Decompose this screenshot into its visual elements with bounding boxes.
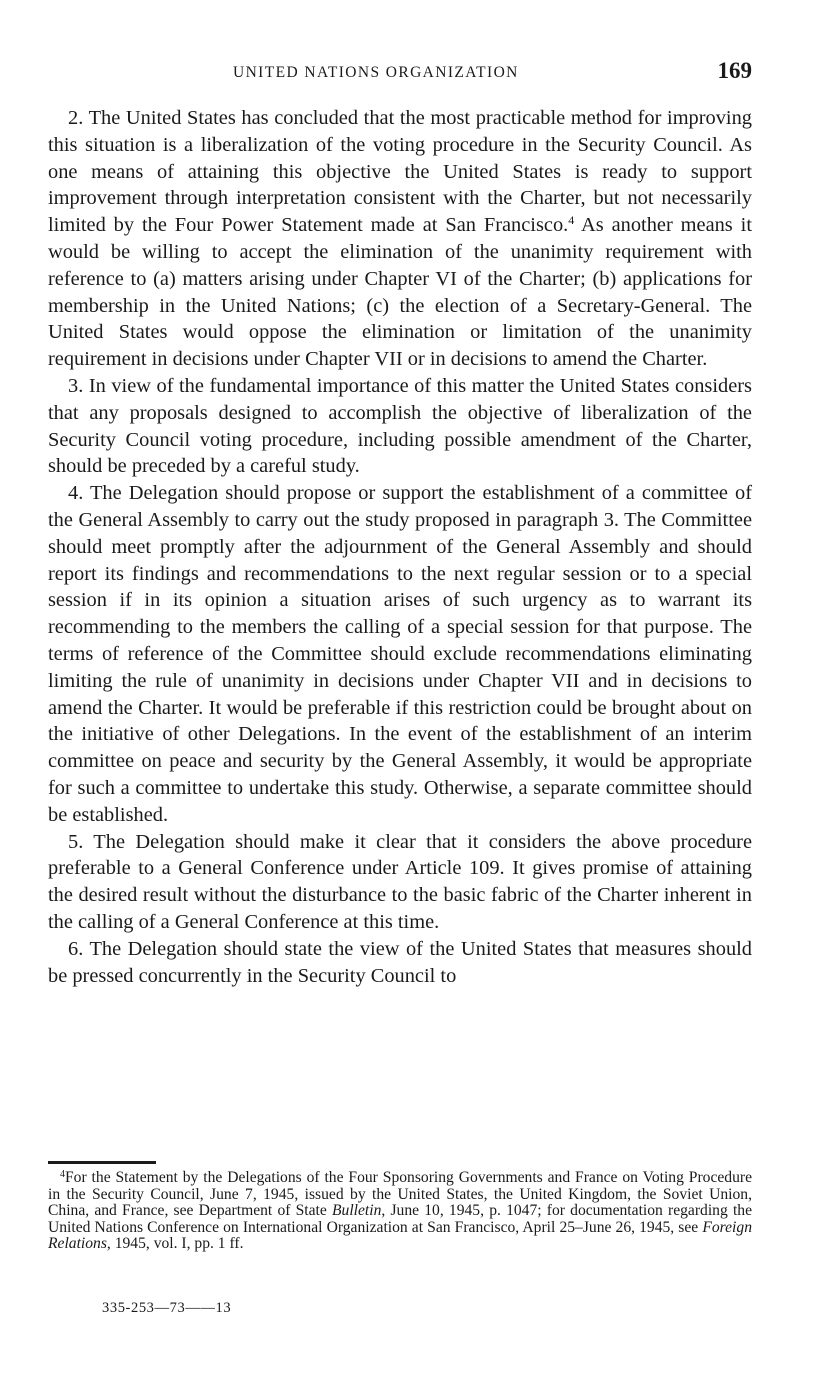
paragraph-2 <box>48 105 752 373</box>
footnote-marker: 4 <box>60 1169 65 1180</box>
printer-imprint: 335-253—73——13 <box>102 1300 232 1316</box>
footnote-italic-bulletin: Bulletin <box>332 1202 382 1220</box>
running-header <box>48 58 752 88</box>
paragraph-3: 3. In view of the fundamental importance of this matter the United States considers that any proposals designed to accomplish the objective of liberalization of the Security Council voting procedure, including possible amendment of the Charter, should be preceded by a careful study. <box>48 374 752 478</box>
paragraph-2-text-a: 2. The United States has concluded that the most practicable method for improving this situation is a liberalization of the voting procedure in the Security Council. As one means of attaining this objective the United States is ready to support improvement through interpretation consistent with the Charter, but not necessarily limited by the Four Power Statement made at San Francisco. <box>48 107 752 237</box>
footnote-text-3: , 1945, vol. I, pp. 1 ff. <box>106 1235 244 1253</box>
paragraph-6: 6. The Delegation should state the view of the United States that measures should be pressed concurrently in the Security Council to <box>48 937 752 987</box>
paragraph-4: 4. The Delegation should propose or support the establishment of a committee of the General Assembly to carry out the study proposed in paragraph 3. The Committee should meet promptly after the adjournment of the General Assembly and should report its findings and recommendations to the next regular session or to a special session if in its opinion a situation arises of such urgency as to warrant its recommending to the members the calling of a special session for that purpose. The terms of reference of the Committee should exclude recommendations eliminating limiting the rule of unanimity in decisions under Chapter VII and in decisions to amend the Charter. It would be preferable if this restriction could be brought about on the initiative of other Delegations. In the event of the establishment of an interim committee on peace and security by the General Assembly, it would be appropriate for such a committee to undertake this study. Otherwise, a separate committee should be established. <box>48 482 752 826</box>
footnote-italic-foreign-relations: Foreign Relations <box>48 1218 752 1253</box>
running-title: UNITED NATIONS ORGANIZATION <box>233 64 519 81</box>
footnote-text-1: For the Statement by the Delegations of the Four Sponsoring Governments and France on Voting Procedure in the Security Council, June 7, 1945, issued by the United States, the United Kingdom, the Soviet Union, China, and France, see Department of State <box>48 1169 752 1220</box>
footnote-divider <box>48 1161 156 1164</box>
footnote-reference: 4 <box>568 213 575 228</box>
footnote-text-2: , June 10, 1945, p. 1047; for documentation regarding the United Nations Conference on International Organization at San Francisco, April 25–June 26, 1945, see <box>48 1202 752 1236</box>
page-number: 169 <box>717 58 752 83</box>
footnote <box>48 1170 752 1253</box>
paragraph-5: 5. The Delegation should make it clear that it considers the above procedure preferable to a General Conference under Article 109. It gives promise of attaining the desired result without the disturbance to the basic fabric of the Charter inherent in the calling of a General Conference at this time. <box>48 830 752 933</box>
paragraph-2-text-b: As another means it would be willing to accept the elimination of the unanimity requirement with reference to (a) matters arising under Chapter VI of the Charter; (b) applications for membership in the United Nations; (c) the election of a Secretary-General. The United States would oppose the elimination or limitation of the unanimity requirement in decisions under Chapter VII or in decisions to amend the Charter. <box>48 214 752 371</box>
body-text <box>48 105 752 989</box>
